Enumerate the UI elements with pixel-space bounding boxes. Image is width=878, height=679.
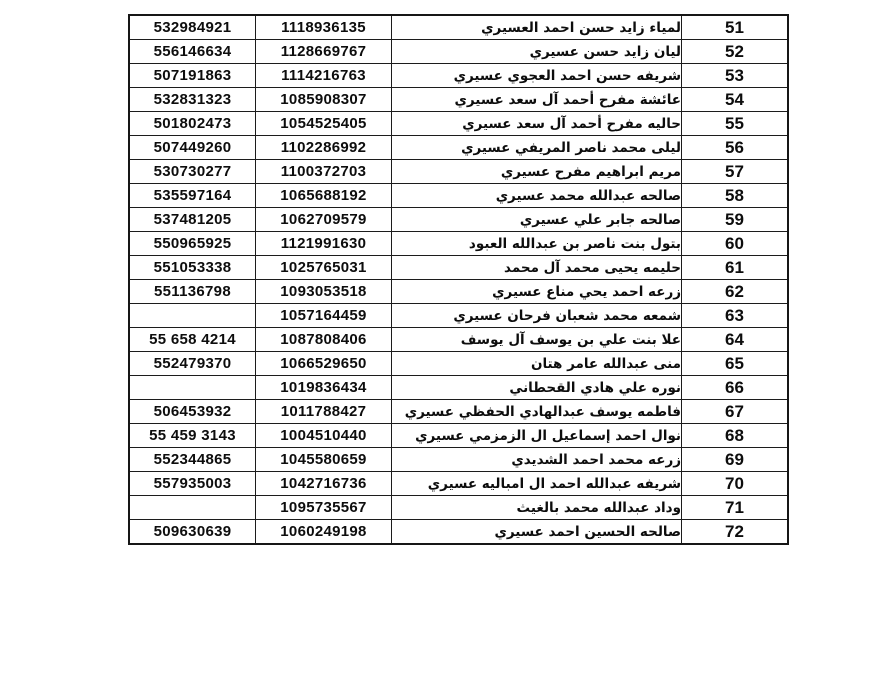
national-id-cell: 1004510440	[256, 424, 392, 448]
table-row	[129, 256, 788, 280]
table-row	[129, 160, 788, 184]
table-row	[129, 88, 788, 112]
arabic-name-cell: ليلى محمد ناصر المريفي عسيري	[392, 136, 682, 160]
phone-number-cell: 509630639	[129, 520, 256, 545]
arabic-name-cell: بتول بنت ناصر بن عبدالله العبود	[392, 232, 682, 256]
national-id-cell: 1065688192	[256, 184, 392, 208]
arabic-name-cell: نوره علي هادي القحطاني	[392, 376, 682, 400]
row-number-cell: 72	[682, 520, 789, 545]
phone-number-cell: 532831323	[129, 88, 256, 112]
arabic-name-cell: ليان زايد حسن عسيري	[392, 40, 682, 64]
national-id-cell: 1095735567	[256, 496, 392, 520]
row-number-cell: 53	[682, 64, 789, 88]
table-row	[129, 40, 788, 64]
table-row	[129, 15, 788, 40]
national-id-cell: 1019836434	[256, 376, 392, 400]
row-number-cell: 59	[682, 208, 789, 232]
arabic-name-cell: وداد عبدالله محمد بالغيث	[392, 496, 682, 520]
national-id-cell: 1114216763	[256, 64, 392, 88]
arabic-name-cell: زرعه محمد احمد الشديدي	[392, 448, 682, 472]
phone-number-cell	[129, 496, 256, 520]
row-number-cell: 58	[682, 184, 789, 208]
arabic-name-cell: منى عبدالله عامر هتان	[392, 352, 682, 376]
row-number-cell: 64	[682, 328, 789, 352]
arabic-name-cell: عائشة مفرح أحمد آل سعد عسيري	[392, 88, 682, 112]
row-number-cell: 63	[682, 304, 789, 328]
row-number-cell: 65	[682, 352, 789, 376]
row-number-cell: 61	[682, 256, 789, 280]
phone-number-cell: 506453932	[129, 400, 256, 424]
table-row	[129, 472, 788, 496]
table-row	[129, 184, 788, 208]
row-number-cell: 60	[682, 232, 789, 256]
national-id-cell: 1042716736	[256, 472, 392, 496]
row-number-cell: 56	[682, 136, 789, 160]
phone-number-cell: 552344865	[129, 448, 256, 472]
national-id-cell: 1062709579	[256, 208, 392, 232]
national-id-cell: 1085908307	[256, 88, 392, 112]
national-id-cell: 1121991630	[256, 232, 392, 256]
table-row	[129, 424, 788, 448]
row-number-cell: 67	[682, 400, 789, 424]
national-id-cell: 1045580659	[256, 448, 392, 472]
row-number-cell: 71	[682, 496, 789, 520]
national-id-cell: 1054525405	[256, 112, 392, 136]
row-number-cell: 57	[682, 160, 789, 184]
table-row	[129, 112, 788, 136]
arabic-name-cell: صالحه جابر علي عسيري	[392, 208, 682, 232]
national-id-cell: 1060249198	[256, 520, 392, 545]
table-row	[129, 400, 788, 424]
name-roster-table	[128, 14, 789, 545]
arabic-name-cell: حليمه يحيى محمد آل محمد	[392, 256, 682, 280]
phone-number-cell: 537481205	[129, 208, 256, 232]
arabic-name-cell: علا بنت علي بن يوسف آل يوسف	[392, 328, 682, 352]
phone-number-cell: 551053338	[129, 256, 256, 280]
row-number-cell: 54	[682, 88, 789, 112]
phone-number-cell: 532984921	[129, 15, 256, 40]
table-row	[129, 136, 788, 160]
phone-number-cell: 557935003	[129, 472, 256, 496]
arabic-name-cell: نوال احمد إسماعيل ال الزمزمي عسيري	[392, 424, 682, 448]
row-number-cell: 52	[682, 40, 789, 64]
phone-number-cell: 501802473	[129, 112, 256, 136]
arabic-name-cell: صالحه عبدالله محمد عسيري	[392, 184, 682, 208]
table-row	[129, 352, 788, 376]
phone-number-cell: 55 658 4214	[129, 328, 256, 352]
table-row	[129, 328, 788, 352]
row-number-cell: 70	[682, 472, 789, 496]
row-number-cell: 68	[682, 424, 789, 448]
phone-number-cell: 550965925	[129, 232, 256, 256]
arabic-name-cell: فاطمه يوسف عبدالهادي الحفظي عسيري	[392, 400, 682, 424]
row-number-cell: 55	[682, 112, 789, 136]
arabic-name-cell: شمعه محمد شعبان فرحان عسيري	[392, 304, 682, 328]
phone-number-cell	[129, 304, 256, 328]
table-row	[129, 280, 788, 304]
phone-number-cell: 551136798	[129, 280, 256, 304]
roster-table-body	[129, 15, 788, 544]
phone-number-cell: 556146634	[129, 40, 256, 64]
row-number-cell: 62	[682, 280, 789, 304]
phone-number-cell: 530730277	[129, 160, 256, 184]
national-id-cell: 1093053518	[256, 280, 392, 304]
table-row	[129, 304, 788, 328]
table-row	[129, 232, 788, 256]
table-row	[129, 496, 788, 520]
arabic-name-cell: زرعه احمد يحي مناع عسيري	[392, 280, 682, 304]
phone-number-cell: 507449260	[129, 136, 256, 160]
row-number-cell: 69	[682, 448, 789, 472]
table-row	[129, 520, 788, 545]
national-id-cell: 1011788427	[256, 400, 392, 424]
row-number-cell: 51	[682, 15, 789, 40]
table-row	[129, 208, 788, 232]
national-id-cell: 1066529650	[256, 352, 392, 376]
arabic-name-cell: حاليه مفرح أحمد آل سعد عسيري	[392, 112, 682, 136]
arabic-name-cell: شريفه حسن احمد العجوي عسيري	[392, 64, 682, 88]
phone-number-cell: 55 459 3143	[129, 424, 256, 448]
row-number-cell: 66	[682, 376, 789, 400]
phone-number-cell: 535597164	[129, 184, 256, 208]
national-id-cell: 1087808406	[256, 328, 392, 352]
national-id-cell: 1025765031	[256, 256, 392, 280]
national-id-cell: 1118936135	[256, 15, 392, 40]
national-id-cell: 1128669767	[256, 40, 392, 64]
table-row	[129, 64, 788, 88]
phone-number-cell: 552479370	[129, 352, 256, 376]
national-id-cell: 1057164459	[256, 304, 392, 328]
national-id-cell: 1102286992	[256, 136, 392, 160]
phone-number-cell	[129, 376, 256, 400]
phone-number-cell: 507191863	[129, 64, 256, 88]
arabic-name-cell: شريفه عبدالله احمد ال امباليه عسيري	[392, 472, 682, 496]
arabic-name-cell: صالحه الحسين احمد عسيري	[392, 520, 682, 545]
arabic-name-cell: مريم ابراهيم مفرح عسيري	[392, 160, 682, 184]
table-row	[129, 448, 788, 472]
arabic-name-cell: لمياء زايد حسن احمد العسيري	[392, 15, 682, 40]
table-row	[129, 376, 788, 400]
national-id-cell: 1100372703	[256, 160, 392, 184]
